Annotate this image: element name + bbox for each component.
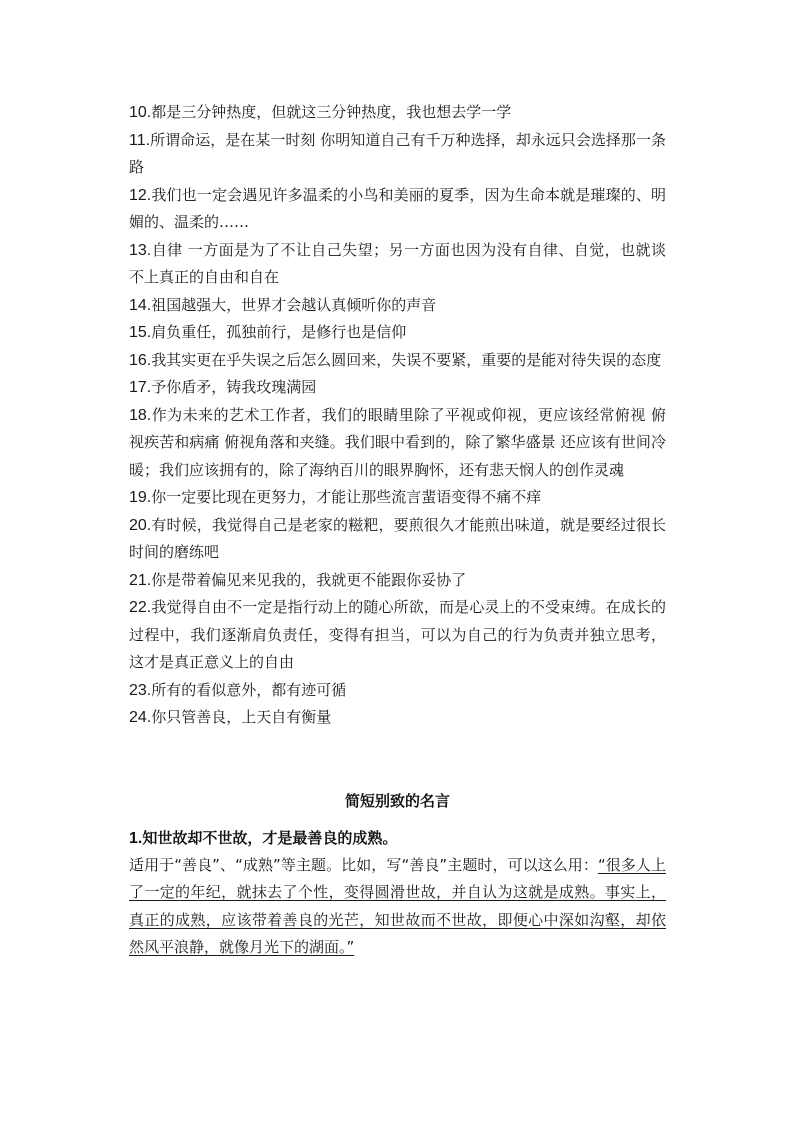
list-item [129, 484, 666, 512]
item-text: 你一定要比现在更努力，才能让那些流言蜚语变得不痛不痒 [151, 488, 542, 506]
item-number: 11. [129, 131, 151, 149]
list-item [129, 704, 666, 732]
item-text: 都是三分钟热度，但就这三分钟热度，我也想去学一学 [151, 103, 512, 121]
quote-heading [129, 825, 666, 852]
list-item [129, 567, 666, 595]
list-item [129, 677, 666, 705]
usage-intro: 适用于“善良”、“成熟”等主题。比如，写“善良”主题时，可以这么用： [129, 855, 598, 874]
item-text: 肩负重任，孤独前行，是修行也是信仰 [151, 323, 407, 341]
item-number: 20. [129, 516, 152, 534]
quote-text: 知世故却不世故，才是最善良的成熟。 [142, 828, 398, 847]
item-number: 16. [129, 351, 152, 369]
item-text: 所有的看似意外，都有迹可循 [151, 680, 347, 699]
list-item [129, 182, 666, 237]
list-item [129, 127, 666, 182]
usage-paragraph [129, 852, 666, 962]
list-item [129, 347, 666, 375]
item-text: 有时候，我觉得自己是老家的糍粑，要煎很久才能煎出味道，就是要经过很长时间的磨练吧 [129, 515, 666, 561]
item-text: 作为未来的艺术工作者，我们的眼睛里除了平视或仰视，更应该经常俯视 俯视疾苦和病痛 俯视角落和夹缝。我们眼中看到的，除了繁华盛景 还应该有世间冷暖；我们应该拥有的，除了海纳百川的眼界胸怀，还有悲天悯人的创作灵魂 [129, 405, 666, 479]
item-text: 祖国越强大，世界才会越认真倾听你的声音 [151, 295, 437, 314]
page-content [129, 99, 666, 962]
item-text: 你是带着偏见来见我的，我就更不能跟你妥协了 [151, 570, 467, 589]
list-item [129, 99, 666, 127]
list-item [129, 512, 666, 567]
list-item [129, 319, 666, 347]
item-text: 所谓命运，是在某一时刻 你明知道自己有千万种选择，却永远只会选择那一条路 [129, 130, 666, 176]
item-number: 22. [129, 599, 152, 616]
item-text: 予你盾矛，铸我玫瑰满园 [151, 378, 317, 396]
item-number: 19. [129, 489, 152, 506]
list-item [129, 594, 666, 677]
item-number: 12. [129, 186, 152, 204]
item-number: 23. [129, 681, 152, 699]
item-text: 你只管善良，上天自有衡量 [151, 708, 332, 726]
usage-example: “很多人上了一定的年纪，就抹去了个性，变得圆滑世故，并自认为这就是成熟。事实上，真正的成熟，应该带着善良的光芒，知世故而不世故，即便心中深如沟壑，却依然风平浪静，就像月光下的湖面。” [129, 855, 666, 956]
item-text: 我们也一定会遇见许多温柔的小鸟和美丽的夏季，因为生命本就是璀璨的、明媚的、温柔的…… [129, 185, 666, 231]
list-item [129, 402, 666, 485]
item-number: 10. [129, 104, 152, 121]
list-item [129, 292, 666, 320]
item-number: 21. [129, 571, 152, 589]
quote-number: 1. [129, 829, 143, 847]
item-number: 24. [129, 709, 152, 726]
item-number: 13. [129, 241, 152, 259]
item-number: 14. [129, 296, 152, 314]
list-item [129, 374, 666, 402]
item-number: 15. [129, 324, 152, 341]
item-text: 我其实更在乎失误之后怎么圆回来，失误不要紧，重要的是能对待失误的态度 [151, 350, 662, 369]
section-title: 简短别致的名言 [344, 791, 450, 810]
item-number: 17. [129, 379, 152, 396]
list-item [129, 237, 666, 292]
item-number: 18. [129, 406, 152, 424]
item-text: 自律 一方面是为了不让自己失望；另一方面也因为没有自律、自觉，也就谈不上真正的自由和自在 [129, 240, 666, 286]
item-text: 我觉得自由不一定是指行动上的随心所欲，而是心灵上的不受束缚。在成长的过程中，我们逐渐肩负责任，变得有担当，可以为自己的行为负责并独立思考，这才是真正意义上的自由 [129, 598, 666, 671]
